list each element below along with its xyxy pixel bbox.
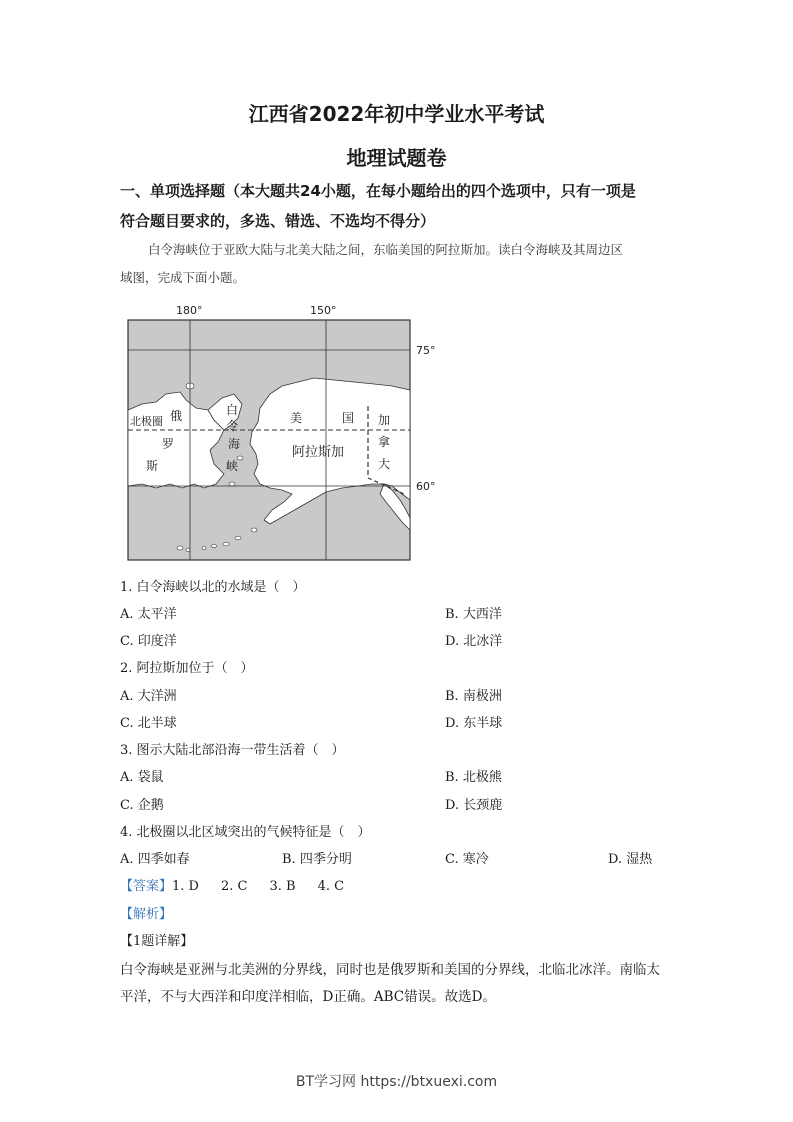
page-title: 江西省2022年初中学业水平考试	[248, 102, 545, 126]
canada-label-1: 加	[378, 413, 391, 427]
question-4-option-d: D. 湿热	[608, 852, 653, 867]
bering-label-1: 白	[226, 403, 239, 417]
intro-line1: 白令海峡位于亚欧大陆与北美大陆之间，东临美国的阿拉斯加。读白令海峡及其周边区	[148, 242, 624, 257]
bering-label-2: 令	[226, 419, 239, 433]
question-1-option-b: B. 大西洋	[445, 607, 502, 622]
question-2-option-a: A. 大洋洲	[120, 689, 177, 704]
question-4-option-a: A. 四季如春	[120, 852, 190, 867]
footer-watermark: BT学习网 https://btxuexi.com	[295, 1074, 498, 1090]
answer-2: 2. C	[220, 879, 248, 894]
answer-line	[120, 875, 344, 894]
island	[202, 547, 206, 550]
island	[177, 546, 183, 550]
question-1-stem: 1. 白令海峡以北的水域是（ ）	[120, 580, 306, 595]
detail-label: 【1题详解】	[120, 934, 194, 949]
canada-label-3: 大	[378, 457, 391, 471]
question-2-option-c: C. 北半球	[120, 716, 177, 731]
longitude-label-150: 150°	[310, 304, 337, 317]
bering-label-3: 海	[228, 437, 241, 451]
question-4-stem: 4. 北极圈以北区域突出的气候特征是（ ）	[120, 825, 371, 840]
question-3-option-a: A. 袋鼠	[120, 770, 164, 785]
answer-1: 1. D	[172, 879, 199, 894]
island	[251, 528, 257, 532]
question-3-option-b: B. 北极熊	[445, 770, 502, 785]
explanation-line2: 平洋，不与大西洋和印度洋相临，D正确。ABC错误。故选D。	[120, 989, 496, 1005]
usa-label-1: 美	[290, 411, 303, 425]
answer-4: 4. C	[317, 879, 345, 894]
question-4-option-c: C. 寒冷	[445, 852, 489, 867]
answer-3: 3. B	[269, 879, 296, 894]
bering-label-4: 峡	[226, 459, 239, 473]
section-heading-line1: 一、单项选择题（本大题共24小题，在每小题给出的四个选项中，只有一项是	[120, 182, 636, 200]
question-1-option-d: D. 北冰洋	[445, 634, 503, 649]
island	[212, 545, 217, 548]
russia-label-2: 罗	[162, 437, 175, 451]
answer-label: 【答案】	[120, 879, 173, 894]
page-subtitle: 地理试题卷	[346, 146, 447, 170]
question-1-option-c: C. 印度洋	[120, 634, 177, 649]
question-1-option-a: A. 太平洋	[120, 607, 177, 622]
intro-line2: 域图，完成下面小题。	[120, 270, 246, 285]
island	[229, 482, 235, 486]
explanation-line1: 白令海峡是亚洲与北美洲的分界线，同时也是俄罗斯和美国的分界线，北临北冰洋。南临太	[120, 962, 660, 978]
island	[223, 542, 229, 546]
island	[235, 536, 241, 540]
question-3-option-c: C. 企鹅	[120, 798, 164, 813]
question-2-option-b: B. 南极洲	[445, 689, 502, 704]
alaska-label: 阿拉斯加	[292, 445, 345, 460]
section-heading-line2: 符合题目要求的，多选、错选、不选均不得分）	[120, 212, 436, 230]
longitude-label-180: 180°	[176, 304, 203, 317]
usa-label-2: 国	[342, 411, 355, 425]
analysis-label: 【解析】	[120, 907, 173, 922]
question-2-stem: 2. 阿拉斯加位于（ ）	[120, 661, 254, 676]
question-3-option-d: D. 长颈鹿	[445, 798, 503, 813]
question-3-stem: 3. 图示大陆北部沿海一带生活着（ ）	[120, 743, 345, 758]
canada-label-2: 拿	[378, 435, 391, 449]
bering-strait-map	[122, 298, 452, 563]
russia-label-1: 俄	[170, 409, 183, 423]
latitude-label-60: 60°	[416, 480, 436, 493]
question-2-option-d: D. 东半球	[445, 716, 503, 731]
island	[186, 549, 190, 552]
latitude-label-75: 75°	[416, 344, 436, 357]
russia-label-3: 斯	[146, 459, 159, 473]
arctic-circle-label: 北极圈	[130, 415, 163, 428]
question-4-option-b: B. 四季分明	[282, 852, 352, 867]
